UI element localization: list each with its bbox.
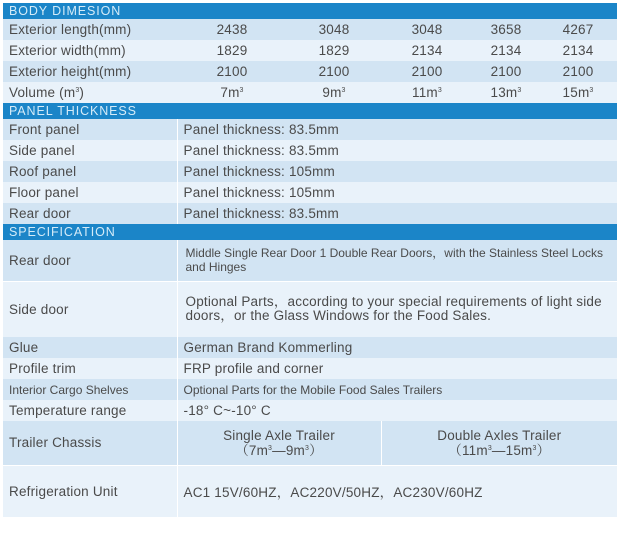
- row-label: Roof panel: [3, 161, 177, 182]
- cell-value: Panel thickness: 105mm: [177, 182, 617, 203]
- row-label: Front panel: [3, 119, 177, 140]
- cell-value: -18° C~-10° C: [177, 400, 617, 421]
- cell-value: Panel thickness: 83.5mm: [177, 203, 617, 224]
- cell-value: 4267: [539, 19, 617, 40]
- table-row: [3, 82, 617, 103]
- cell-value: Optional Parts，according to your special requirements of light side doors，or the Glass Windows for the Food Sales.: [177, 281, 617, 337]
- cell-value: $13m^3$: [473, 82, 539, 103]
- spec-table: [3, 3, 617, 517]
- cell-value: 2438: [177, 19, 287, 40]
- row-label: Exterior length(mm): [3, 19, 177, 40]
- cell-value: 2134: [539, 40, 617, 61]
- table-row: [3, 119, 617, 140]
- cell-value: Panel thickness: 83.5mm: [177, 140, 617, 161]
- panel-thickness-title: PANEL THICKNESS: [3, 103, 617, 119]
- panel-thickness-header: [3, 103, 617, 119]
- cell-value: $15m^3$: [539, 82, 617, 103]
- row-label: Interior Cargo Shelves: [3, 379, 177, 400]
- table-row: [3, 240, 617, 281]
- cell-value: 1829: [287, 40, 381, 61]
- cell-value: 3658: [473, 19, 539, 40]
- row-label: Glue: [3, 337, 177, 358]
- table-row: [3, 161, 617, 182]
- cell-value: 2100: [473, 61, 539, 82]
- cell-value: 2100: [177, 61, 287, 82]
- row-label: Rear door: [3, 203, 177, 224]
- double-axles-name: Double Axles Trailer: [437, 427, 562, 443]
- row-label: Side panel: [3, 140, 177, 161]
- table-row: [3, 140, 617, 161]
- table-row: [3, 400, 617, 421]
- table-row: [3, 465, 617, 517]
- double-axles-cell: [381, 421, 617, 465]
- table-row: [3, 281, 617, 337]
- cell-value: Panel thickness: 83.5mm: [177, 119, 617, 140]
- cell-value: 3048: [381, 19, 473, 40]
- table-row: [3, 182, 617, 203]
- cell-value: 3048: [287, 19, 381, 40]
- table-row: [3, 61, 617, 82]
- cell-value: AC1 15V/60HZ，AC220V/50HZ，AC230V/60HZ: [177, 465, 617, 517]
- table-row: [3, 379, 617, 400]
- row-label: Side door: [3, 281, 177, 337]
- spec-sheet: [3, 3, 617, 517]
- cell-value: 1829: [177, 40, 287, 61]
- table-row: [3, 337, 617, 358]
- cell-value: German Brand Kommerling: [177, 337, 617, 358]
- cell-value: 2134: [381, 40, 473, 61]
- single-axle-cell: [177, 421, 381, 465]
- specification-title: SPECIFICATION: [3, 224, 617, 240]
- cell-value: Middle Single Rear Door 1 Double Rear Doors，with the Stainless Steel Locks and Hinges: [177, 240, 617, 281]
- cell-value: $7m^3$: [177, 82, 287, 103]
- row-label: Exterior width(mm): [3, 40, 177, 61]
- cell-value: $11m^3$: [381, 82, 473, 103]
- cell-value: 2100: [287, 61, 381, 82]
- cell-value: 2100: [539, 61, 617, 82]
- row-label: Exterior height(mm): [3, 61, 177, 82]
- cell-value: FRP profile and corner: [177, 358, 617, 379]
- row-label: Rear door: [3, 240, 177, 281]
- table-row: [3, 358, 617, 379]
- table-row: [3, 19, 617, 40]
- single-axle-range: $(7m^3—9m^3)$: [235, 442, 323, 458]
- row-label: Volume $(m^3)$: [3, 82, 177, 103]
- cell-value: Panel thickness: 105mm: [177, 161, 617, 182]
- single-axle-name: Single Axle Trailer: [223, 427, 335, 443]
- row-label: Temperature range: [3, 400, 177, 421]
- cell-value: Optional Parts for the Mobile Food Sales Trailers: [177, 379, 617, 400]
- row-label: Profile trim: [3, 358, 177, 379]
- table-row: [3, 203, 617, 224]
- row-label: Floor panel: [3, 182, 177, 203]
- double-axles-range: $(11m^3—15m^3)$: [448, 442, 551, 458]
- row-label: Trailer Chassis: [3, 421, 177, 465]
- body-dimension-title: BODY DIMESION: [3, 3, 617, 19]
- cell-value: 2134: [473, 40, 539, 61]
- body-dimension-header: [3, 3, 617, 19]
- cell-value: $9m^3$: [287, 82, 381, 103]
- specification-header: [3, 224, 617, 240]
- table-row: [3, 421, 617, 465]
- cell-value: 2100: [381, 61, 473, 82]
- row-label: Refrigeration Unit: [3, 465, 177, 517]
- table-row: [3, 40, 617, 61]
